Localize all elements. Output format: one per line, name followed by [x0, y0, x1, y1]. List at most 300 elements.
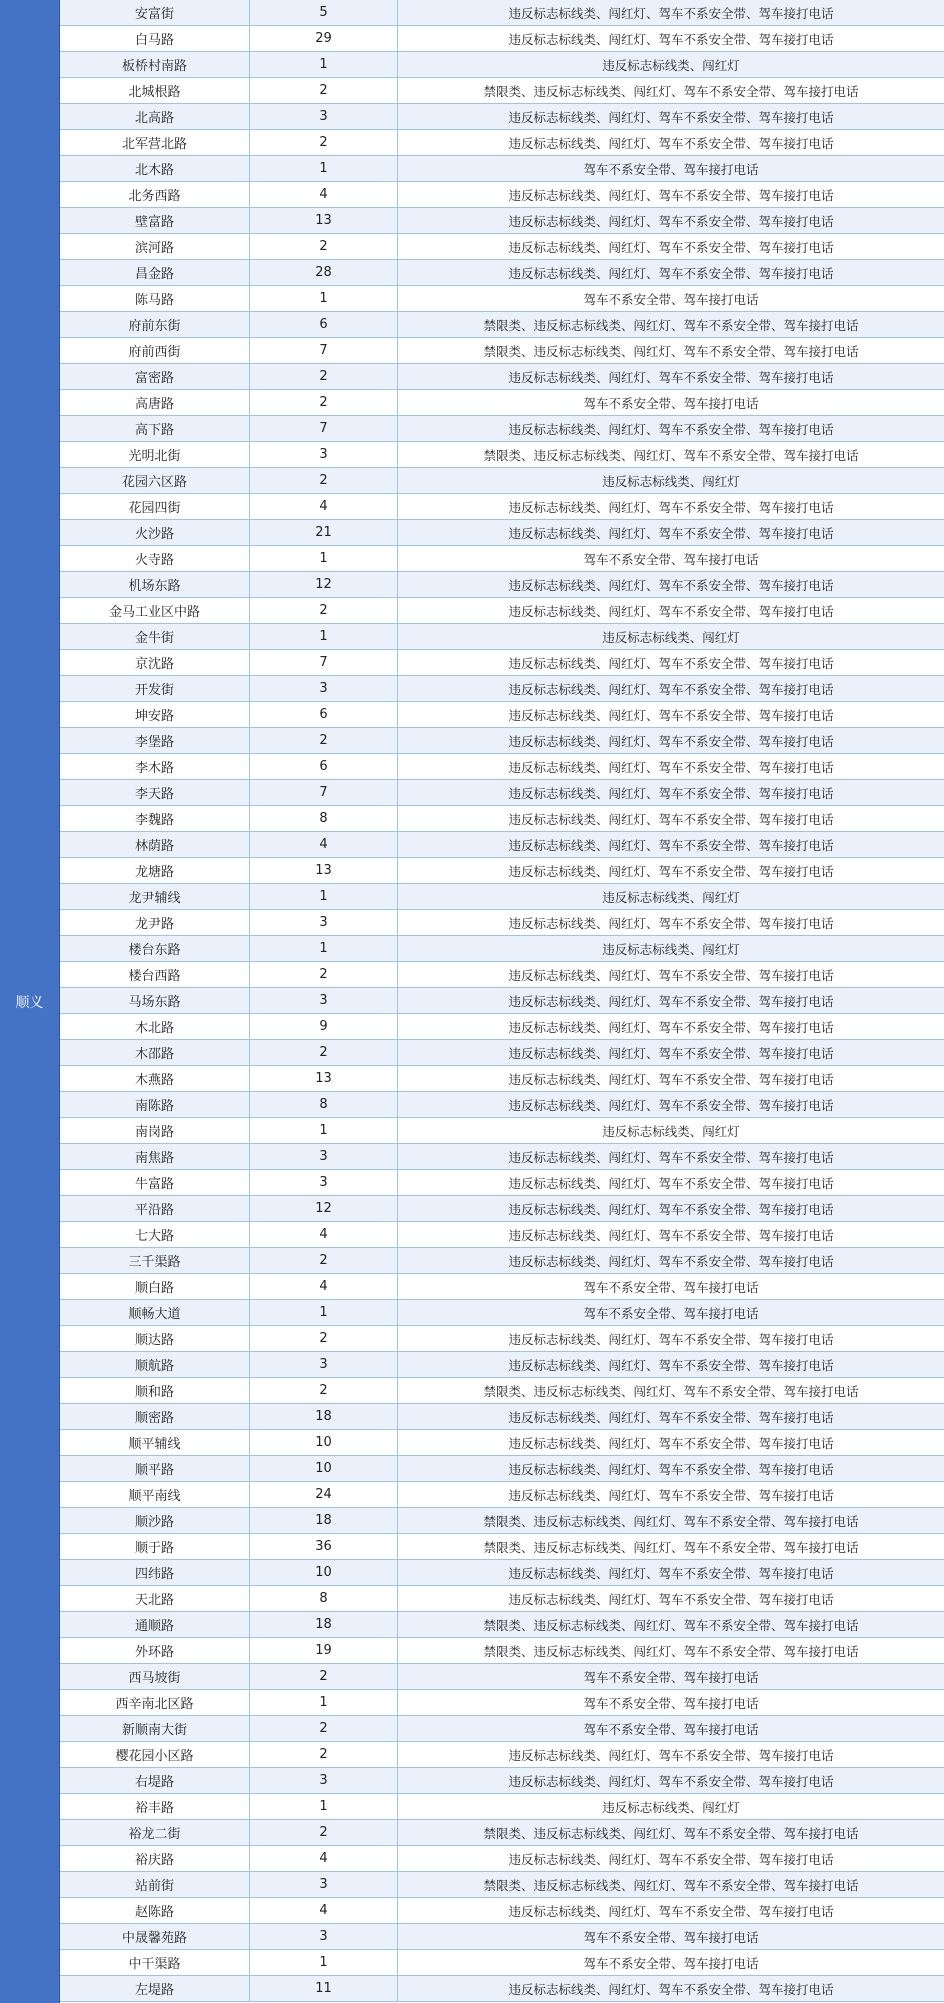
violation-types-cell: 违反标志标线类、闯红灯: [602, 57, 740, 73]
violation-types-cell: 违反标志标线类、闯红灯、驾车不系安全带、驾车接打电话: [508, 1435, 834, 1451]
count-cell: 3: [250, 988, 398, 1013]
count-cell: 24: [250, 1482, 398, 1507]
violation-types-cell: 违反标志标线类、闯红灯、驾车不系安全带、驾车接打电话: [508, 1175, 834, 1191]
count-cell: 13: [250, 1066, 398, 1091]
road-cell: 李木路: [60, 754, 250, 779]
count-cell: 3: [250, 104, 398, 129]
count-cell: 1: [250, 884, 398, 909]
violation-types-cell: 禁限类、违反标志标线类、闯红灯、驾车不系安全带、驾车接打电话: [483, 1513, 859, 1529]
road-cell: 李魏路: [60, 806, 250, 831]
road-cell: 顺平南线: [60, 1482, 250, 1507]
violation-types-cell: 违反标志标线类、闯红灯、驾车不系安全带、驾车接打电话: [508, 369, 834, 385]
road-cell: 四纬路: [60, 1560, 250, 1585]
table-row: [60, 676, 944, 702]
count-cell: 4: [250, 1222, 398, 1247]
road-cell: 李天路: [60, 780, 250, 805]
table-row: [60, 1534, 944, 1560]
road-cell: 左堤路: [60, 1976, 250, 2001]
table-row: [60, 1716, 944, 1742]
road-cell: 昌金路: [60, 260, 250, 285]
count-cell: 3: [250, 910, 398, 935]
violation-types-cell: 违反标志标线类、闯红灯、驾车不系安全带、驾车接打电话: [508, 1773, 834, 1789]
road-cell: 顺白路: [60, 1274, 250, 1299]
table-row: [60, 1820, 944, 1846]
table-row: [60, 52, 944, 78]
road-cell: 府前东街: [60, 312, 250, 337]
road-cell: 富密路: [60, 364, 250, 389]
violation-types-cell: 驾车不系安全带、驾车接打电话: [583, 1305, 759, 1321]
violation-types-cell: 违反标志标线类、闯红灯、驾车不系安全带、驾车接打电话: [508, 1253, 834, 1269]
violation-types-cell: 驾车不系安全带、驾车接打电话: [583, 1279, 759, 1295]
violation-types-cell: 违反标志标线类、闯红灯: [602, 473, 740, 489]
violation-types-cell: 驾车不系安全带、驾车接打电话: [583, 291, 759, 307]
violation-types-cell: 禁限类、违反标志标线类、闯红灯、驾车不系安全带、驾车接打电话: [483, 1877, 859, 1893]
count-cell: 7: [250, 650, 398, 675]
table-row: [60, 650, 944, 676]
violation-types-cell: 禁限类、违反标志标线类、闯红灯、驾车不系安全带、驾车接打电话: [483, 1617, 859, 1633]
road-cell: 樱花园小区路: [60, 1742, 250, 1767]
violation-types-cell: 驾车不系安全带、驾车接打电话: [583, 1955, 759, 1971]
violation-types-cell: 违反标志标线类、闯红灯: [602, 941, 740, 957]
road-cell: 顺和路: [60, 1378, 250, 1403]
count-cell: 8: [250, 1586, 398, 1611]
road-cell: 安富街: [60, 0, 250, 25]
count-cell: 2: [250, 1040, 398, 1065]
count-cell: 3: [250, 1872, 398, 1897]
table-row: [60, 1092, 944, 1118]
count-cell: 2: [250, 962, 398, 987]
count-cell: 1: [250, 156, 398, 181]
count-cell: 2: [250, 78, 398, 103]
violation-types-cell: 禁限类、违反标志标线类、闯红灯、驾车不系安全带、驾车接打电话: [483, 1539, 859, 1555]
district-cell: [0, 0, 60, 2003]
violation-types-cell: 违反标志标线类、闯红灯、驾车不系安全带、驾车接打电话: [508, 1591, 834, 1607]
table-row: [60, 1482, 944, 1508]
road-cell: 滨河路: [60, 234, 250, 259]
table-row: [60, 1196, 944, 1222]
road-cell: 李堡路: [60, 728, 250, 753]
table-row: [60, 78, 944, 104]
table-row: [60, 416, 944, 442]
count-cell: 1: [250, 1118, 398, 1143]
violation-types-cell: 驾车不系安全带、驾车接打电话: [583, 161, 759, 177]
road-cell: 陈马路: [60, 286, 250, 311]
table-row: [60, 1326, 944, 1352]
table-row: [60, 390, 944, 416]
table-row: [60, 1170, 944, 1196]
road-cell: 楼台东路: [60, 936, 250, 961]
road-cell: 壁富路: [60, 208, 250, 233]
violation-types-cell: 违反标志标线类、闯红灯、驾车不系安全带、驾车接打电话: [508, 785, 834, 801]
count-cell: 2: [250, 598, 398, 623]
road-cell: 三千渠路: [60, 1248, 250, 1273]
table-row: [60, 754, 944, 780]
count-cell: 7: [250, 416, 398, 441]
road-cell: 花园六区路: [60, 468, 250, 493]
road-cell: 七大路: [60, 1222, 250, 1247]
violation-types-cell: 驾车不系安全带、驾车接打电话: [583, 395, 759, 411]
count-cell: 4: [250, 182, 398, 207]
table-row: [60, 182, 944, 208]
road-cell: 天北路: [60, 1586, 250, 1611]
road-cell: 木邵路: [60, 1040, 250, 1065]
road-cell: 赵陈路: [60, 1898, 250, 1923]
count-cell: 2: [250, 234, 398, 259]
table-row: [60, 1976, 944, 2002]
violation-types-cell: 违反标志标线类、闯红灯、驾车不系安全带、驾车接打电话: [508, 993, 834, 1009]
violation-types-cell: 违反标志标线类、闯红灯、驾车不系安全带、驾车接打电话: [508, 1747, 834, 1763]
count-cell: 28: [250, 260, 398, 285]
count-cell: 13: [250, 208, 398, 233]
violation-types-cell: 禁限类、违反标志标线类、闯红灯、驾车不系安全带、驾车接打电话: [483, 447, 859, 463]
table-row: [60, 780, 944, 806]
violation-types-cell: 违反标志标线类、闯红灯、驾车不系安全带、驾车接打电话: [508, 1149, 834, 1165]
violation-types-cell: 违反标志标线类、闯红灯、驾车不系安全带、驾车接打电话: [508, 1487, 834, 1503]
violation-types-cell: 违反标志标线类、闯红灯、驾车不系安全带、驾车接打电话: [508, 213, 834, 229]
violation-types-cell: 禁限类、违反标志标线类、闯红灯、驾车不系安全带、驾车接打电话: [483, 1383, 859, 1399]
violation-types-cell: 违反标志标线类、闯红灯: [602, 889, 740, 905]
violation-types-cell: 违反标志标线类、闯红灯、驾车不系安全带、驾车接打电话: [508, 1357, 834, 1373]
table-row: [60, 1846, 944, 1872]
table-row: [60, 1664, 944, 1690]
count-cell: 11: [250, 1976, 398, 2001]
road-cell: 南岗路: [60, 1118, 250, 1143]
count-cell: 4: [250, 494, 398, 519]
table-body: [60, 0, 944, 2002]
violation-types-cell: 违反标志标线类、闯红灯、驾车不系安全带、驾车接打电话: [508, 1981, 834, 1997]
count-cell: 1: [250, 1794, 398, 1819]
road-cell: 通顺路: [60, 1612, 250, 1637]
road-cell: 西辛南北区路: [60, 1690, 250, 1715]
table-row: [60, 520, 944, 546]
count-cell: 2: [250, 130, 398, 155]
table-row: [60, 312, 944, 338]
table-row: [60, 910, 944, 936]
table-row: [60, 364, 944, 390]
violation-types-cell: 违反标志标线类、闯红灯、驾车不系安全带、驾车接打电话: [508, 603, 834, 619]
count-cell: 9: [250, 1014, 398, 1039]
violation-types-cell: 禁限类、违反标志标线类、闯红灯、驾车不系安全带、驾车接打电话: [483, 1825, 859, 1841]
violation-types-cell: 违反标志标线类、闯红灯、驾车不系安全带、驾车接打电话: [508, 681, 834, 697]
violation-types-cell: 违反标志标线类、闯红灯、驾车不系安全带、驾车接打电话: [508, 499, 834, 515]
road-cell: 马场东路: [60, 988, 250, 1013]
violation-types-cell: 违反标志标线类、闯红灯: [602, 1123, 740, 1139]
violation-types-cell: 违反标志标线类、闯红灯、驾车不系安全带、驾车接打电话: [508, 1019, 834, 1035]
violation-types-cell: 违反标志标线类、闯红灯、驾车不系安全带、驾车接打电话: [508, 1071, 834, 1087]
violation-types-cell: 驾车不系安全带、驾车接打电话: [583, 551, 759, 567]
road-cell: 高下路: [60, 416, 250, 441]
road-cell: 牛富路: [60, 1170, 250, 1195]
table-row: [60, 1690, 944, 1716]
count-cell: 1: [250, 546, 398, 571]
violation-types-cell: 违反标志标线类、闯红灯、驾车不系安全带、驾车接打电话: [508, 109, 834, 125]
road-cell: 北高路: [60, 104, 250, 129]
violation-types-cell: 违反标志标线类、闯红灯、驾车不系安全带、驾车接打电话: [508, 187, 834, 203]
road-cell: 新顺南大街: [60, 1716, 250, 1741]
table-row: [60, 702, 944, 728]
violation-types-cell: 违反标志标线类、闯红灯: [602, 1799, 740, 1815]
road-cell: 光明北街: [60, 442, 250, 467]
table-row: [60, 1872, 944, 1898]
violation-types-cell: 违反标志标线类、闯红灯、驾车不系安全带、驾车接打电话: [508, 1045, 834, 1061]
count-cell: 3: [250, 676, 398, 701]
count-cell: 13: [250, 858, 398, 883]
road-cell: 顺密路: [60, 1404, 250, 1429]
violation-types-cell: 违反标志标线类、闯红灯、驾车不系安全带、驾车接打电话: [508, 1331, 834, 1347]
road-cell: 顺沙路: [60, 1508, 250, 1533]
violation-types-cell: 违反标志标线类、闯红灯、驾车不系安全带、驾车接打电话: [508, 421, 834, 437]
road-cell: 南焦路: [60, 1144, 250, 1169]
table-row: [60, 806, 944, 832]
road-cell: 金牛街: [60, 624, 250, 649]
table-row: [60, 1430, 944, 1456]
road-cell: 南陈路: [60, 1092, 250, 1117]
count-cell: 3: [250, 1352, 398, 1377]
violation-types-cell: 违反标志标线类、闯红灯、驾车不系安全带、驾车接打电话: [508, 1903, 834, 1919]
count-cell: 2: [250, 1742, 398, 1767]
table-row: [60, 546, 944, 572]
count-cell: 2: [250, 1248, 398, 1273]
table-row: [60, 1638, 944, 1664]
road-cell: 顺平辅线: [60, 1430, 250, 1455]
road-cell: 楼台西路: [60, 962, 250, 987]
table-row: [60, 858, 944, 884]
count-cell: 36: [250, 1534, 398, 1559]
road-cell: 京沈路: [60, 650, 250, 675]
violation-types-cell: 违反标志标线类、闯红灯、驾车不系安全带、驾车接打电话: [508, 863, 834, 879]
road-cell: 中干渠路: [60, 1950, 250, 1975]
road-cell: 顺航路: [60, 1352, 250, 1377]
count-cell: 2: [250, 1326, 398, 1351]
count-cell: 4: [250, 1846, 398, 1871]
road-cell: 林荫路: [60, 832, 250, 857]
count-cell: 1: [250, 936, 398, 961]
count-cell: 18: [250, 1508, 398, 1533]
count-cell: 6: [250, 702, 398, 727]
road-cell: 高唐路: [60, 390, 250, 415]
table-row: [60, 728, 944, 754]
count-cell: 18: [250, 1404, 398, 1429]
violation-types-cell: 违反标志标线类、闯红灯、驾车不系安全带、驾车接打电话: [508, 1201, 834, 1217]
road-cell: 北城根路: [60, 78, 250, 103]
road-cell: 机场东路: [60, 572, 250, 597]
count-cell: 2: [250, 1716, 398, 1741]
count-cell: 12: [250, 1196, 398, 1221]
count-cell: 1: [250, 1300, 398, 1325]
violation-types-cell: 违反标志标线类、闯红灯、驾车不系安全带、驾车接打电话: [508, 707, 834, 723]
violation-types-cell: 禁限类、违反标志标线类、闯红灯、驾车不系安全带、驾车接打电话: [483, 317, 859, 333]
road-cell: 站前街: [60, 1872, 250, 1897]
table-row: [60, 1248, 944, 1274]
count-cell: 2: [250, 728, 398, 753]
table-row: [60, 884, 944, 910]
road-cell: 裕庆路: [60, 1846, 250, 1871]
count-cell: 1: [250, 624, 398, 649]
table-row: [60, 234, 944, 260]
count-cell: 2: [250, 1378, 398, 1403]
road-cell: 裕龙二街: [60, 1820, 250, 1845]
table-row: [60, 1612, 944, 1638]
table-row: [60, 494, 944, 520]
count-cell: 8: [250, 1092, 398, 1117]
table-row: [60, 0, 944, 26]
table-row: [60, 572, 944, 598]
count-cell: 6: [250, 754, 398, 779]
road-cell: 北军营北路: [60, 130, 250, 155]
count-cell: 3: [250, 1170, 398, 1195]
table-row: [60, 338, 944, 364]
violation-types-cell: 违反标志标线类、闯红灯、驾车不系安全带、驾车接打电话: [508, 1461, 834, 1477]
road-cell: 木北路: [60, 1014, 250, 1039]
road-cell: 府前西街: [60, 338, 250, 363]
count-cell: 8: [250, 806, 398, 831]
violation-types-cell: 禁限类、违反标志标线类、闯红灯、驾车不系安全带、驾车接打电话: [483, 343, 859, 359]
violation-types-cell: 驾车不系安全带、驾车接打电话: [583, 1929, 759, 1945]
table-row: [60, 1742, 944, 1768]
table-row: [60, 1144, 944, 1170]
violation-types-cell: 违反标志标线类、闯红灯、驾车不系安全带、驾车接打电话: [508, 31, 834, 47]
table-row: [60, 1456, 944, 1482]
count-cell: 3: [250, 1768, 398, 1793]
violation-types-cell: 违反标志标线类、闯红灯: [602, 629, 740, 645]
road-cell: 顺达路: [60, 1326, 250, 1351]
table-row: [60, 832, 944, 858]
violation-types-cell: 禁限类、违反标志标线类、闯红灯、驾车不系安全带、驾车接打电话: [483, 83, 859, 99]
count-cell: 19: [250, 1638, 398, 1663]
count-cell: 6: [250, 312, 398, 337]
table-row: [60, 104, 944, 130]
count-cell: 2: [250, 390, 398, 415]
table-row: [60, 1014, 944, 1040]
violation-types-cell: 违反标志标线类、闯红灯、驾车不系安全带、驾车接打电话: [508, 525, 834, 541]
table-row: [60, 1066, 944, 1092]
table-row: [60, 442, 944, 468]
count-cell: 4: [250, 1898, 398, 1923]
count-cell: 29: [250, 26, 398, 51]
count-cell: 21: [250, 520, 398, 545]
count-cell: 2: [250, 364, 398, 389]
count-cell: 1: [250, 52, 398, 77]
road-cell: 板桥村南路: [60, 52, 250, 77]
violation-types-cell: 违反标志标线类、闯红灯、驾车不系安全带、驾车接打电话: [508, 265, 834, 281]
violation-types-cell: 违反标志标线类、闯红灯、驾车不系安全带、驾车接打电话: [508, 135, 834, 151]
table-row: [60, 1560, 944, 1586]
table-row: [60, 208, 944, 234]
table-row: [60, 1508, 944, 1534]
count-cell: 5: [250, 0, 398, 25]
table-row: [60, 624, 944, 650]
count-cell: 4: [250, 832, 398, 857]
violation-types-cell: 驾车不系安全带、驾车接打电话: [583, 1721, 759, 1737]
road-cell: 龙尹辅线: [60, 884, 250, 909]
table-row: [60, 1950, 944, 1976]
violation-types-cell: 驾车不系安全带、驾车接打电话: [583, 1695, 759, 1711]
table-row: [60, 1040, 944, 1066]
table-row: [60, 260, 944, 286]
count-cell: 1: [250, 1690, 398, 1715]
violation-types-cell: 违反标志标线类、闯红灯、驾车不系安全带、驾车接打电话: [508, 1409, 834, 1425]
count-cell: 10: [250, 1560, 398, 1585]
district-label: 顺义: [15, 994, 44, 1011]
road-cell: 平沿路: [60, 1196, 250, 1221]
road-cell: 金马工业区中路: [60, 598, 250, 623]
table-row: [60, 1898, 944, 1924]
violation-types-cell: 违反标志标线类、闯红灯、驾车不系安全带、驾车接打电话: [508, 577, 834, 593]
road-cell: 顺于路: [60, 1534, 250, 1559]
violation-types-cell: 违反标志标线类、闯红灯、驾车不系安全带、驾车接打电话: [508, 915, 834, 931]
count-cell: 2: [250, 1664, 398, 1689]
road-cell: 顺平路: [60, 1456, 250, 1481]
road-cell: 西马坡街: [60, 1664, 250, 1689]
table-row: [60, 598, 944, 624]
road-cell: 龙尹路: [60, 910, 250, 935]
count-cell: 4: [250, 1274, 398, 1299]
violation-types-cell: 违反标志标线类、闯红灯、驾车不系安全带、驾车接打电话: [508, 759, 834, 775]
violation-types-cell: 违反标志标线类、闯红灯、驾车不系安全带、驾车接打电话: [508, 1227, 834, 1243]
count-cell: 7: [250, 780, 398, 805]
violation-types-cell: 违反标志标线类、闯红灯、驾车不系安全带、驾车接打电话: [508, 1097, 834, 1113]
table-row: [60, 1222, 944, 1248]
violation-types-cell: 违反标志标线类、闯红灯、驾车不系安全带、驾车接打电话: [508, 239, 834, 255]
count-cell: 3: [250, 442, 398, 467]
table-row: [60, 1768, 944, 1794]
road-cell: 右堤路: [60, 1768, 250, 1793]
table-row: [60, 936, 944, 962]
count-cell: 7: [250, 338, 398, 363]
road-cell: 木燕路: [60, 1066, 250, 1091]
road-cell: 裕丰路: [60, 1794, 250, 1819]
count-cell: 10: [250, 1430, 398, 1455]
table-row: [60, 1274, 944, 1300]
violation-types-cell: 违反标志标线类、闯红灯、驾车不系安全带、驾车接打电话: [508, 5, 834, 21]
violation-types-cell: 违反标志标线类、闯红灯、驾车不系安全带、驾车接打电话: [508, 1851, 834, 1867]
violation-types-cell: 违反标志标线类、闯红灯、驾车不系安全带、驾车接打电话: [508, 733, 834, 749]
table-row: [60, 1118, 944, 1144]
road-cell: 花园四街: [60, 494, 250, 519]
road-cell: 坤安路: [60, 702, 250, 727]
road-cell: 白马路: [60, 26, 250, 51]
count-cell: 1: [250, 1950, 398, 1975]
road-cell: 火寺路: [60, 546, 250, 571]
table-row: [60, 1378, 944, 1404]
violation-types-cell: 违反标志标线类、闯红灯、驾车不系安全带、驾车接打电话: [508, 811, 834, 827]
violation-types-cell: 违反标志标线类、闯红灯、驾车不系安全带、驾车接打电话: [508, 837, 834, 853]
table-row: [60, 1404, 944, 1430]
table-row: [60, 286, 944, 312]
road-cell: 北务西路: [60, 182, 250, 207]
count-cell: 18: [250, 1612, 398, 1637]
violation-types-cell: 驾车不系安全带、驾车接打电话: [583, 1669, 759, 1685]
table-row: [60, 468, 944, 494]
table-row: [60, 1924, 944, 1950]
road-cell: 中晟馨苑路: [60, 1924, 250, 1949]
road-cell: 开发街: [60, 676, 250, 701]
count-cell: 2: [250, 468, 398, 493]
road-cell: 北木路: [60, 156, 250, 181]
violation-types-cell: 违反标志标线类、闯红灯、驾车不系安全带、驾车接打电话: [508, 967, 834, 983]
count-cell: 2: [250, 1820, 398, 1845]
table-row: [60, 156, 944, 182]
table-row: [60, 1352, 944, 1378]
table-row: [60, 1794, 944, 1820]
table-row: [60, 962, 944, 988]
table-row: [60, 1300, 944, 1326]
count-cell: 3: [250, 1924, 398, 1949]
count-cell: 1: [250, 286, 398, 311]
table-row: [60, 988, 944, 1014]
violation-types-cell: 违反标志标线类、闯红灯、驾车不系安全带、驾车接打电话: [508, 655, 834, 671]
violation-types-cell: 禁限类、违反标志标线类、闯红灯、驾车不系安全带、驾车接打电话: [483, 1643, 859, 1659]
